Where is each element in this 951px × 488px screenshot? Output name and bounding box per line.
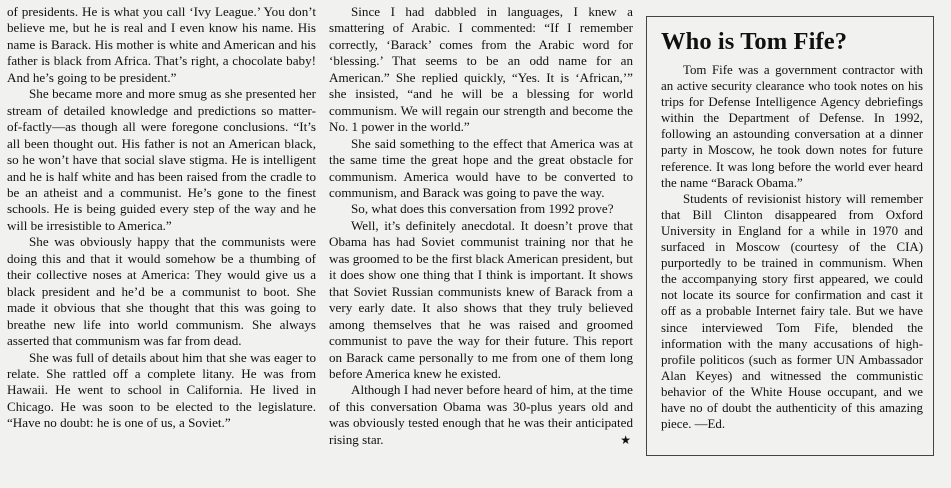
paragraph: of presidents. He is what you call ‘Ivy League.’ You don’t believe me, but he is real and I even know his name. His name is Barack. His mother is white and American and his father is black from Africa. That’s right, a chocolate baby! And he’s going to be president.” xyxy=(7,4,316,85)
paragraph xyxy=(329,382,633,448)
sidebar-paragraph: Tom Fife was a government contractor with an active security clearance who took notes on his trips for Defense Intelligence Agency debriefings within the Department of Defense. In 1992, following an astounding conversation at a dinner party in Moscow, he took down notes for future reference. It was long before the world ever heard the name “Barack Obama.” xyxy=(661,63,923,190)
sidebar-paragraph: Students of revisionist history will remember that Bill Clinton disappeared from Oxford University in England for a while in 1970 and surfaced in Moscow (courtesy of the CIA) purportedly to be trained in communism. When the accompanying story first appeared, we could not locate its source for confirmation and cast it off as a probable Internet fairy tale. But we have since interviewed Tom Fife, blended the information with the many accusations of high-profile politicos (such as former UN Ambassador Alan Keyes) and witnessed the communistic behavior of the White House occupant, and we have no of doubt the authenticity of this amazing piece. —Ed. xyxy=(661,191,923,432)
paragraph: So, what does this conversation from 1992 prove? xyxy=(351,201,614,217)
article-column-2 xyxy=(329,4,633,448)
paragraph: Since I had dabbled in languages, I knew a smattering of Arabic. I commented: “If I remember correctly, ‘Barack’ comes from the Arabic word for ‘blessing.’ That seems to be an odd name for an American.” She replied quickly, “Yes. It is ‘African,’” she insisted, “and he will be a blessing for world communism. We will regain our strength and become the No. 1 power in the world.” xyxy=(329,4,633,135)
end-star-icon: ★ xyxy=(620,432,631,447)
paragraph: She was full of details about him that she was eager to relate. She rattled off a complete litany. He was from Hawaii. He went to school in California. He lived in Chicago. He was soon to be elected to the legislature. “Have no doubt: he is one of us, a Soviet.” xyxy=(7,349,316,431)
sidebar-title: Who is Tom Fife? xyxy=(661,28,848,55)
sidebar-box xyxy=(646,16,934,456)
paragraph: She was obviously happy that the communists were doing this and that it would somehow be a thumbing of their collective noses at America: They would give us a black president and he’d be a communist to boot. She made it obvious that she thought that this was going to breathe new life into world communism. She always asserted that communism was far from dead. xyxy=(7,234,316,349)
paragraph: She said something to the effect that America was at the same time the great hope and the great obstacle for communism. America would have to be converted to communism, and Barack was going to pave the way. xyxy=(329,135,633,200)
paragraph-text: Although I had never before heard of him, at the time of this conversation Obama was 30-plus years old and was obviously tested enough that he was their anticipated rising star. xyxy=(329,382,633,447)
paragraph: She became more and more smug as she presented her stream of detailed knowledge and predictions so matter-of-factly—as though all were foregone conclusions. “It’s all been thought out. His father is not an American black, so he won’t have that social slave stigma. He is intelligent and he is half white and has been raised from the cradle to be an atheist and a communist. He’s gone to the finest schools. He is being guided every step of the way and he will be irresistible to America.” xyxy=(7,86,316,233)
paragraph: Well, it’s definitely anecdotal. It doesn’t prove that Obama has had Soviet communist training nor that he was groomed to be the first black American president, but it does show one thing that I think is important. It shows that Soviet Russian communists knew of Barack from a very early date. It also shows that they truly believed among themselves that he was raised and groomed communist to pave the way for their future. This report on Barack came personally to me from one of them long before America knew he existed. xyxy=(329,217,633,381)
article-column-1 xyxy=(7,4,316,432)
